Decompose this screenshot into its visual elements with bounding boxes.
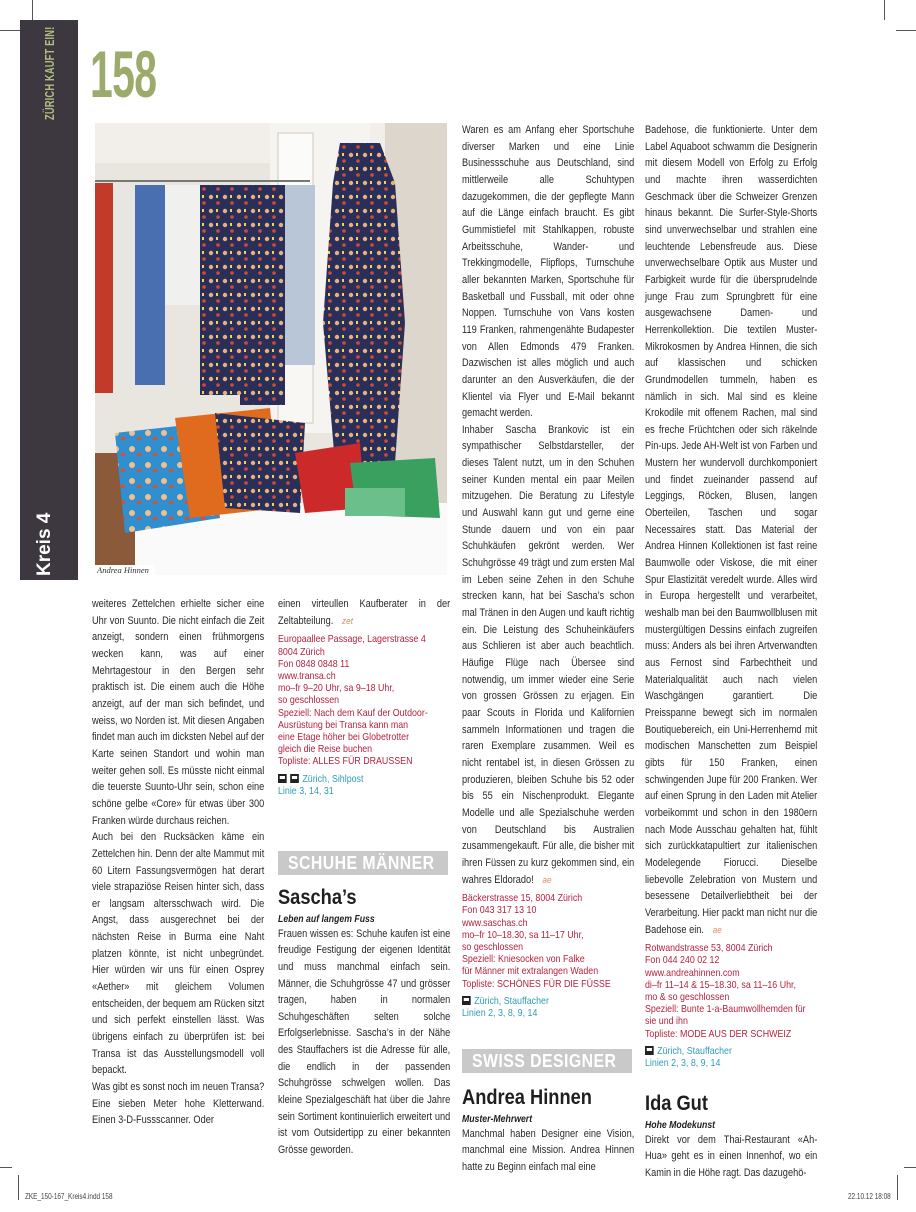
print-timestamp: 22.10.12 18:08: [848, 1191, 891, 1201]
section-sidebar: [20, 20, 78, 580]
section-header-swiss-designer: SWISS DESIGNER: [462, 1049, 632, 1073]
author-signature: zet: [342, 615, 354, 627]
transa-info-box: [278, 634, 450, 768]
tram-icon: [278, 774, 287, 783]
info-special: Speziell: Bunte 1-a-Baumwollhemden für: [645, 1004, 806, 1016]
info-special: eine Etage höher bei Globetrotter: [278, 731, 410, 743]
info-hours: so geschlossen: [278, 695, 340, 707]
transit-lines: Linie 3, 14, 31: [278, 786, 334, 798]
shop-subtitle: Leben auf langem Fuss: [278, 913, 375, 925]
info-phone[interactable]: Fon 043 317 13 10: [462, 905, 537, 917]
info-toplist: Topliste: SCHÖNES FÜR DIE FÜSSE: [462, 978, 611, 990]
info-special: Speziell: Kniesocken von Falke: [462, 954, 585, 966]
info-special: sie und ihn: [645, 1016, 688, 1028]
ida-gut-article-start: [645, 1132, 817, 1182]
info-hours: di–fr 11–14 & 15–18.30, sa 11–16 Uhr,: [645, 979, 796, 991]
series-kicker: ZÜRICH KAUFT EIN!: [42, 26, 57, 120]
transit-info: [278, 774, 450, 799]
district-label: Kreis 4: [34, 512, 55, 576]
boutique-interior-image: [95, 123, 447, 575]
transit-lines: Linien 2, 3, 8, 9, 14: [645, 1058, 721, 1070]
andrea-hinnen-article-column: [645, 122, 817, 1182]
crop-mark: [884, 0, 885, 20]
paragraph-text: Badehose, die funktionierte. Unter dem Label Aquaboot schwamm die Designerin mit diesem Modell von Erfolg zu Erfolg und machte ihren wasserdichten Geschmack über die Schweizer Grenzen hinaus bekannt. Die Surfer-Style-Shorts sind unverwechselbar und strahlen eine leuchtende Lebensfreude aus. Diese unverwechselbare Optik aus Muster und Farbigkeit wurde für die übersprudelnde junge Frau zum Sprungbrett für eine ausgewachsene Damen- und Herrenkollektion. Die textilen Muster-Mikrokosmen by Andrea Hinnen, die sich auf klassischen und schicken Grundmodellen tummeln, haben es nämlich in sich. Mal sind es kleine Krokodile mit offenem Rachen, mal sind es freche Früchtchen oder sich räkelnde Pin-ups. Jede AH-Welt ist von Farben und Mustern her wundervoll durchkomponiert und findet zueinander passend auf Leggings, Röcken, Blusen, langen Oberteilen, Taschen und sogar Necessaires statt. Das Material der Andrea Hinnen Kollektionen ist fast reine Baumwolle oder Viskose, die mit einer Spur Elastizität veredelt wurde. Alles wird in Europa hergestellt und verarbeitet, weshalb man bei den Baumwollblusen mit mustergültigen Dessins einfach zugreifen muss: Anders als bei ihren Artverwandten aus Fernost sind Farbechtheit und Materialqualität auch nach vielen Waschgängen garantiert. Die Preisspanne bewegt sich im normalen Boutiquebereich, ein Uni-Herrenhemd mit modischen Manschetten zum Beispiel gibts für 150 Franken, einen schwingenden Jupe für 200 Franken. Wer auf einen Sprung in den Laden mit Atelier vorbeikommt und schon in den 1980ern nach Mode Ausschau gehalten hat, fühlt sich zurückkatapultiert zur italienischen Modelegende Fiorucci. Dieselbe liebevolle Zelebration von Mustern und besessene Detailverliebtheit bei der Verarbeitung. Hier packt man nicht nur die Badehose ein.: [645, 124, 818, 936]
bus-icon: [290, 774, 299, 783]
crop-mark: [18, 1175, 19, 1200]
saschas-info-box: [462, 893, 634, 991]
shop-title: Andrea Hinnen: [462, 1085, 592, 1109]
info-address: Europaallee Passage, Lagerstrasse 4: [278, 634, 426, 646]
article-paragraph: [278, 596, 450, 630]
shop-title: Ida Gut: [645, 1091, 708, 1115]
info-address: Bäckerstrasse 15, 8004 Zürich: [462, 893, 583, 905]
crop-mark: [904, 1167, 916, 1168]
article-paragraph: Manchmal haben Designer eine Vision, manchmal eine Mission. Andrea Hinnen hatte zu Beginn einfach mal eine: [462, 1127, 635, 1174]
info-hours: so geschlossen: [462, 942, 524, 953]
crop-mark: [0, 1167, 12, 1168]
info-website[interactable]: www.saschas.ch: [462, 917, 528, 929]
crop-mark: [0, 30, 20, 31]
tram-icon: [462, 996, 471, 1005]
transit-stop: Zürich, Stauffacher: [474, 995, 549, 1007]
paragraph-text: Inhaber Sascha Brankovic ist ein sympathischer Selbstdarsteller, der dieses Talent nutzt, um in den Schuhen seiner Kunden mental ein paar Meilen mitzugehen. Die Beratung zu Lifestyle und Auswahl kann gut und gerne eine Stunde dauern und von ein paar Schuhkäufen gekrönt werden. Wer Schuhgrösse 49 trägt und zum ersten Mal im Leben seine Zehen in den Schuhe strecken kann, hat bei Sascha’s schon mal Tränen in den Augen und kauft richtig ein. Die Leistung des Schuheinkäufers aus Schlieren ist aber auch beachtlich. Häufige Flüge nach Übersee sind notwendig, um immer wieder eine Serie von grossen Grössen zu erjagen. Ein paar Scouts in Florida und Kalifornien sammeln Informationen und tragen die raren Exemplare zusammen. Weil es nicht rentabel ist, in diesen Grössen zu produzieren, bleiben Schuhe bis 52 oder bis 55 ein Nischenprodukt. Elegante Modelle und alle Spezialschuhe werden von Deutschland bis Australien zusammengekauft. Für alle, die bisher mit ihren Füssen zu kurz gekommen sind, ein wahres Eldorado!: [462, 423, 635, 886]
paragraph-text: einen virteullen Kaufberater in der Zeltabteilung.: [278, 598, 451, 627]
transit-info: [645, 1046, 817, 1071]
info-toplist: Topliste: MODE AUS DER SCHWEIZ: [645, 1028, 792, 1040]
info-website[interactable]: www.andreahinnen.com: [645, 967, 740, 979]
shop-subtitle: Muster-Mehrwert: [462, 1113, 533, 1125]
article-paragraph: Was gibt es sonst noch im neuen Transa? Eine sieben Meter hohe Kletterwand. Einen 3-D-Fussscanner. Oder: [92, 1081, 265, 1127]
article-paragraph: [645, 122, 817, 939]
article-paragraph: Auch bei den Rucksäcken käme ein Zettelchen hin. Denn der alte Mammut mit 60 Litern Fassungsvermögen hat derart viele strapaziöse Reisen hinter sich, dass er langsam altersschwach wird. Die Angst, dass ausgerechnet bei der nächsten Reise in Burma eine Naht platzen könnte, ist nicht unbegründet. Hier würden wir uns für einen Osprey «Aether» mit gleichem Volumen entscheiden, der bequem am Rücken sitzt und sich perfekt einstellen lässt. Was übrigens einfach zu überprüfen ist: bei Transa ist das Ausstellungsmodell voll bepackt.: [92, 831, 265, 1077]
info-phone[interactable]: Fon 0848 0848 11: [278, 658, 350, 670]
transit-lines: Linien 2, 3, 8, 9, 14: [462, 1008, 538, 1020]
info-hours: mo–fr 10–18.30, sa 11–17 Uhr,: [462, 929, 584, 941]
info-special: Ausrüstung bei Transa kann man: [278, 719, 409, 731]
transa-article-column: [92, 596, 264, 1129]
shop-subtitle: Hohe Modekunst: [645, 1119, 716, 1131]
saschas-article-column: [462, 122, 634, 1176]
shop-photo: [95, 123, 447, 575]
info-address: Rotwandstrasse 53, 8004 Zürich: [645, 943, 773, 955]
page-number: 158: [90, 37, 157, 111]
crop-mark: [32, 0, 33, 20]
crop-mark: [896, 30, 916, 31]
andrea-hinnen-info-box: [645, 943, 817, 1041]
info-website[interactable]: www.transa.ch: [278, 670, 336, 682]
transa-info-column: [278, 596, 450, 1159]
info-hours: mo–fr 9–20 Uhr, sa 9–18 Uhr,: [278, 683, 395, 695]
info-toplist: Topliste: ALLES FÜR DRAUSSEN: [278, 756, 413, 768]
tram-icon: [645, 1046, 654, 1055]
print-file-slug: ZKE_150-167_Kreis4.indd 158: [25, 1191, 113, 1201]
photo-caption: Andrea Hinnen: [95, 565, 155, 576]
info-hours: mo & so geschlossen: [645, 991, 730, 1003]
info-city: 8004 Zürich: [278, 646, 325, 658]
saschas-article-start: [278, 926, 450, 1159]
info-phone[interactable]: Fon 044 240 02 12: [645, 955, 720, 967]
info-special: Speziell: Nach dem Kauf der Outdoor-: [278, 707, 428, 719]
transit-info: [462, 996, 634, 1021]
article-paragraph: weiteres Zettelchen erhielte sicher eine Uhr von Suunto. Die nicht einfach die Zeit anzeigt, sondern einen frühmorgens wecken kann, was auf einer Mehrtagestour in den Bergen sehr praktisch ist. Die einem auch die Höhe anzeigt, auf der man sich befindet, und weiss, wo Norden ist. Mit diesen Angaben findet man auch im dicksten Nebel auf der Karte seinen Standort und wohin man weiter gehen soll. Es müsste nicht einmal die teuerste Suunto-Uhr sein, schon eine schöne gelbe «Core» für etwas über 300 Franken würde durchaus reichen.: [92, 598, 265, 827]
andrea-hinnen-article-start: [462, 1126, 634, 1176]
shop-title: Sascha’s: [278, 885, 357, 909]
info-special: gleich die Reise buchen: [278, 744, 373, 756]
transit-stop: Zürich, Stauffacher: [657, 1045, 732, 1057]
article-paragraph: Direkt vor dem Thai-Restaurant «Ah-Hua» geht es in einen Innenhof, wo ein Kamin in die Höhe ragt. Das dazugehö-: [645, 1133, 818, 1180]
transit-stop: Zürich, Sihlpost: [302, 773, 364, 785]
article-paragraph: [462, 422, 634, 889]
article-paragraph: Frauen wissen es: Schuhe kaufen ist eine freudige Festigung der eigenen Identität und muss manchmal einfach sein. Männer, die Schuhgrösse 47 und grösser tragen, haben in normalen Schuhgeschäften selten solche Erfolgserlebnisse. Sascha’s in der Nähe des Stauffachers ist die Adresse für alle, die endlich in der passenden Schuhgrösse schwelgen wollen. Das kleine Spezialgeschäft hat über die Jahre sein Sortiment kontinuierlich erweitert und ist vom Outsidertipp zu einer bekannten Grösse geworden.: [278, 927, 451, 1157]
author-signature: ae: [712, 924, 722, 936]
crop-mark: [897, 1175, 898, 1200]
author-signature: ae: [542, 874, 552, 886]
section-header-schuhe-maenner: SCHUHE MÄNNER: [278, 851, 448, 875]
article-paragraph: Waren es am Anfang eher Sportschuhe diverser Marken und eine Linie Businessschuhe aus Deutschland, sind mittlerweile alle Schuhtypen dazugekommen, die der gepflegte Mann auf die Länge einfach braucht. Es gibt Gummistiefel mit Stahlkappen, robuste Arbeitsschuhe, Wander- und Trekkingmodelle, Flipflops, Turnschuhe aller bekannten Marken, Sportschuhe für Basketball und Fussball, mit oder ohne Noppen. Turnschuhe von Vans kosten 119 Franken, rahmengenähte Budapester von Allen Edmonds 479 Franken. Dazwischen ist alles möglich und auch darunter an den Ausverkäufen, die der Klientel via Flyer und E-Mail bekannt gemacht werden.: [462, 124, 635, 420]
info-special: für Männer mit extralangen Waden: [462, 966, 599, 978]
